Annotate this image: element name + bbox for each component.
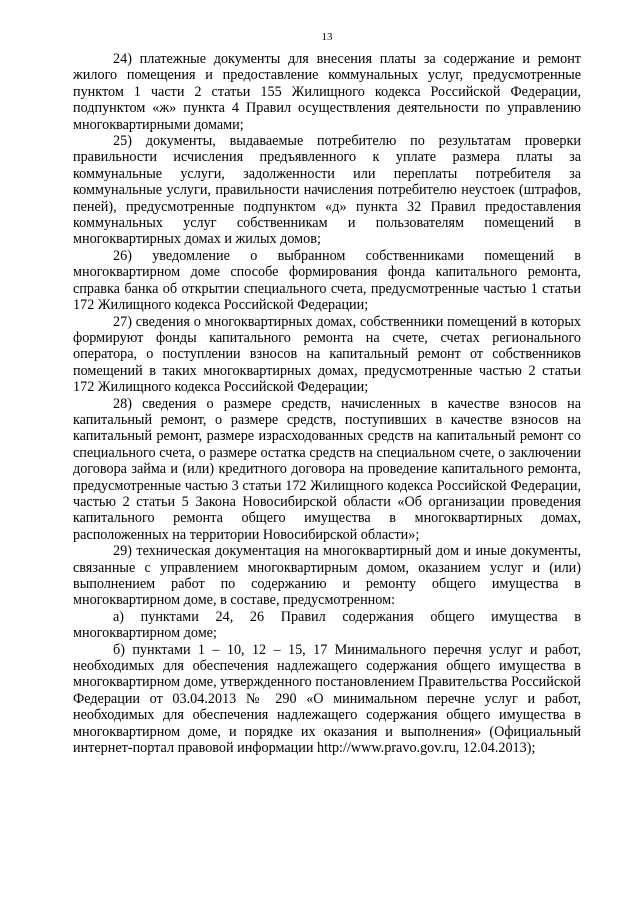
paragraph-24: 24) платежные документы для внесения платы за содержание и ремонт жилого помещения и предоставление коммунальных услуг, предусмотренные пунктом 1 части 2 статьи 155 Жилищного кодекса Российской Федерации, подпунктом «ж» пункта 4 Правил осуществления деятельности по управлению многоквартирными домами; — [73, 51, 581, 133]
paragraph-26: 26) уведомление о выбранном собственниками помещений в многоквартирном доме способе формирования фонда капитального ремонта, справка банка об открытии специального счета, предусмотренные частью 1 статьи 172 Жилищного кодекса Российской Федерации; — [73, 247, 581, 314]
paragraph-29-b: б) пунктами 1 – 10, 12 – 15, 17 Минимального перечня услуг и работ, необходимых для обеспечения надлежащего содержания общего имущества в многоквартирном доме, утвержденного постановлением Правительства Российской Федерации от 03.04.2013 № 290 «О минимальном перечне услуг и работ, необходимых для обеспечения надлежащего содержания общего имущества в многоквартирном доме, и порядке их оказания и выполнения» (Официальный интернет-портал правовой информации http://www.pravo.gov.ru, 12.04.2013); — [73, 641, 581, 757]
paragraph-29-a: а) пунктами 24, 26 Правил содержания общего имущества в многоквартирном доме; — [73, 608, 581, 642]
paragraph-28: 28) сведения о размере средств, начисленных в качестве взносов на капитальный ремонт, о размере средств, поступивших в качестве взносов на капитальный ремонт, размере израсходованных средств на капитальный ремонт со специального счета, о размере остатка средств на специальном счете, о заключении договора займа и (или) кредитного договора на проведение капитального ремонта, предусмотренные частью 3 статьи 172 Жилищного кодекса Российской Федерации, частью 2 статьи 5 Закона Новосибирской области «Об организации проведения капитального ремонта общего имущества в многоквартирных домах, расположенных на территории Новосибирской области»; — [73, 395, 581, 543]
paragraph-29: 29) техническая документация на многоквартирный дом и иные документы, связанные с управлением многоквартирным домом, оказанием услуг и (или) выполнением работ по содержанию и ремонту общего имущества в многоквартирном доме, в составе, предусмотренном: — [73, 543, 581, 609]
paragraph-27: 27) сведения о многоквартирных домах, собственники помещений в которых формируют фонды капитального ремонта на счете, счетах регионального оператора, о поступлении взносов на капитальный ремонт от собственников помещений в таких многоквартирных домах, предусмотренные частью 2 статьи 172 Жилищного кодекса Российской Федерации; — [73, 313, 581, 396]
paragraph-25: 25) документы, выдаваемые потребителю по результатам проверки правильности исчисления предъявленного к уплате размера платы за коммунальные услуги, задолженности или переплаты потребителя за коммунальные услуги, правильности начисления потребителю неустоек (штрафов, пеней), предусмотренные подпунктом «д» пункта 32 Правил предоставления коммунальных услуг собственникам и пользователям помещений в многоквартирных домах и жилых домов; — [73, 133, 581, 248]
page-number: 13 — [321, 31, 333, 43]
